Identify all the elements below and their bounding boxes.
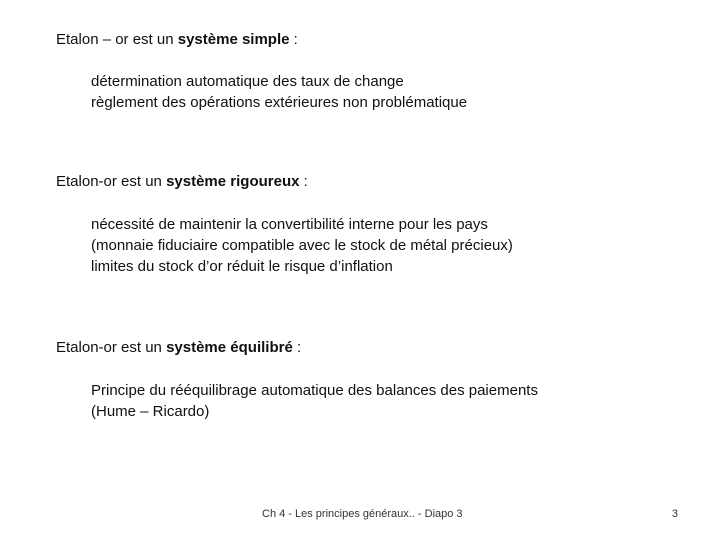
heading-suffix: : — [292, 339, 302, 356]
section-heading-simple — [56, 30, 298, 50]
body-line: Principe du rééquilibrage automatique des balances des paiements — [91, 382, 538, 399]
section-heading-rigoureux — [56, 172, 308, 192]
section-heading-equilibre — [56, 338, 301, 358]
body-line: nécessité de maintenir la convertibilité interne pour les pays — [91, 216, 488, 233]
heading-prefix: Etalon-or est un — [56, 339, 167, 356]
body-line: limites du stock d’or réduit le risque d’inflation — [91, 258, 393, 275]
section-body-simple — [91, 71, 467, 113]
body-line: règlement des opérations extérieures non problématique — [91, 94, 468, 111]
heading-prefix: Etalon-or est un — [56, 173, 167, 190]
heading-keyword: système équilibré — [166, 339, 293, 356]
body-line: (monnaie fiduciaire compatible avec le stock de métal précieux) — [91, 237, 513, 254]
heading-keyword: système simple — [177, 31, 290, 48]
slide-page-number: 3 — [671, 508, 678, 520]
heading-suffix: : — [299, 173, 308, 190]
section-body-equilibre — [91, 380, 538, 422]
slide-footer: Ch 4 - Les principes généraux.. - Diapo 3 — [262, 508, 463, 520]
section-body-rigoureux — [91, 214, 513, 277]
heading-suffix: : — [289, 31, 298, 48]
heading-keyword: système rigoureux — [166, 173, 300, 190]
body-line: (Hume – Ricardo) — [91, 403, 210, 420]
heading-prefix: Etalon – or est un — [56, 31, 178, 48]
body-line: détermination automatique des taux de change — [91, 73, 404, 90]
